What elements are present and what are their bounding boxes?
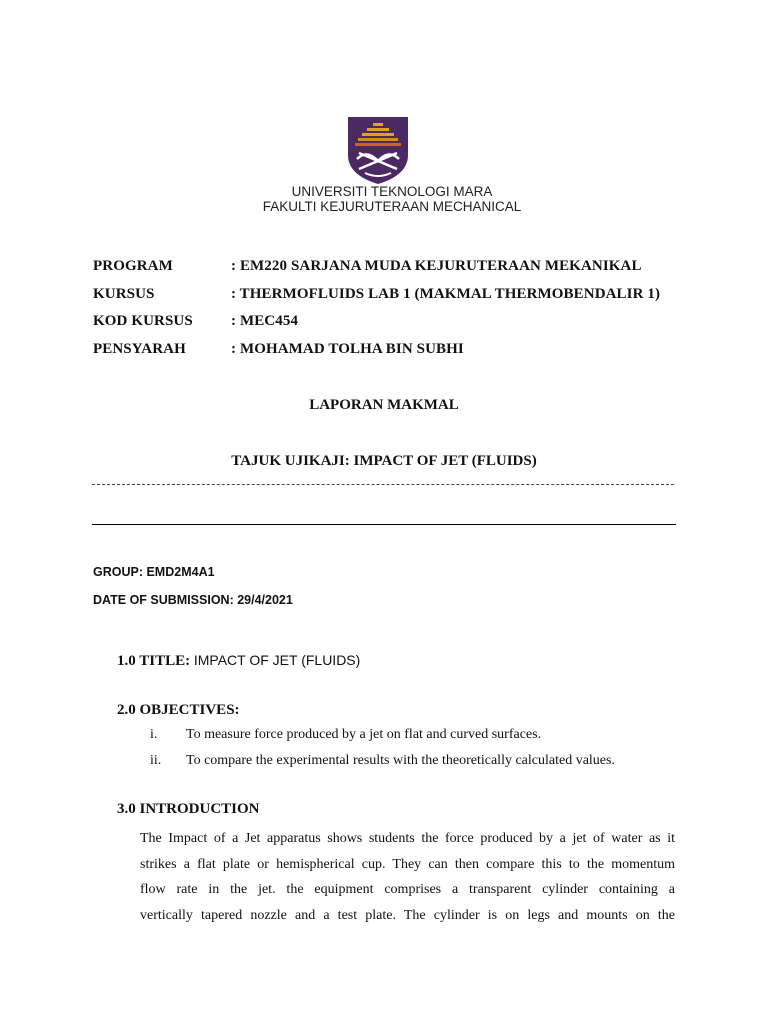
section-title-text: IMPACT OF JET (FLUIDS) — [193, 652, 361, 668]
info-value: : MEC454 — [231, 313, 299, 329]
section-title — [117, 652, 360, 670]
info-value: : EM220 SARJANA MUDA KEJURUTERAAN MEKANIKAL — [231, 258, 642, 274]
section-heading-objectives: 2.0 OBJECTIVES: — [117, 702, 240, 718]
info-value: : THERMOFLUIDS LAB 1 (MAKMAL THERMOBENDALIR 1) — [231, 286, 661, 302]
faculty-name: FAKULTI KEJURUTERAAN MECHANICAL — [262, 199, 522, 214]
paragraph-line: strikes a flat plate or hemispherical cup. They can then compare this to the momentum — [140, 856, 675, 872]
list-item-text: To compare the experimental results with the theoretically calculated values. — [186, 753, 615, 768]
experiment-title: TAJUK UJIKAJI: IMPACT OF JET (FLUIDS) — [231, 453, 537, 469]
section-heading: 1.0 TITLE: — [117, 653, 191, 669]
report-type: LAPORAN MAKMAL — [309, 397, 459, 413]
university-name: UNIVERSITI TEKNOLOGI MARA — [291, 184, 493, 199]
introduction-paragraph — [140, 826, 675, 928]
info-value: : MOHAMAD TOLHA BIN SUBHI — [231, 341, 464, 357]
info-label: KURSUS — [93, 286, 155, 302]
info-label: PROGRAM — [93, 258, 173, 274]
paragraph-line: flow rate in the jet. the equipment comprises a transparent cylinder containing a — [140, 882, 675, 897]
submission-date: DATE OF SUBMISSION: 29/4/2021 — [93, 593, 293, 607]
info-label: PENSYARAH — [93, 341, 186, 357]
paragraph-line: The Impact of a Jet apparatus shows students the force produced by a jet of water as it — [140, 831, 675, 846]
section-heading-introduction: 3.0 INTRODUCTION — [117, 801, 260, 817]
info-label: KOD KURSUS — [93, 313, 193, 329]
list-item-number: i. — [150, 727, 158, 742]
dashed-divider — [92, 484, 674, 485]
list-item-number: ii. — [150, 753, 162, 768]
solid-divider — [92, 524, 676, 525]
paragraph-line: vertically tapered nozzle and a test plate. The cylinder is on legs and mounts on the — [140, 907, 675, 923]
group-label: GROUP: EMD2M4A1 — [93, 565, 215, 579]
list-item-text: To measure force produced by a jet on flat and curved surfaces. — [186, 727, 542, 742]
uitm-crest-logo-icon — [345, 115, 411, 185]
